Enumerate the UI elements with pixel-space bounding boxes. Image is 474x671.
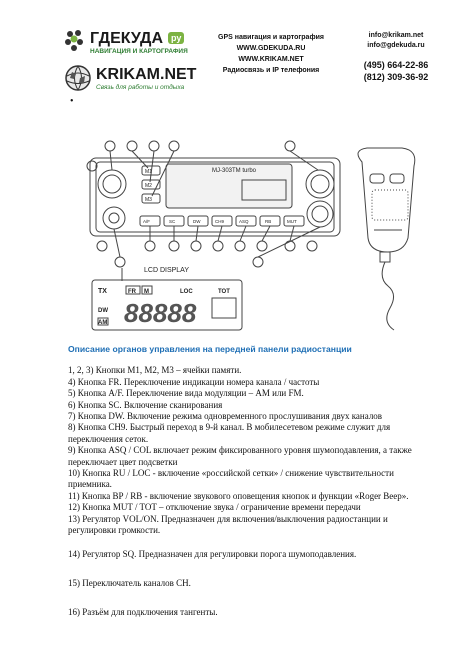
email-krikam[interactable]: info@krikam.net [368, 32, 424, 39]
list-item: 5) Кнопка A/F. Переключение вида модуляции – AM или FM. [68, 388, 304, 399]
btn-sc: SC [169, 219, 176, 224]
ru-badge: ру [168, 32, 184, 44]
krikam-logo [64, 64, 197, 94]
lcd-loc: LOC [180, 289, 193, 295]
lcd-display-label: LCD DISPLAY [144, 267, 189, 274]
list-item: 6) Кнопка SC. Включение сканирования [68, 399, 223, 410]
gdekuda-logo [64, 28, 188, 55]
radio-model-label: MJ-303TM turbo [212, 168, 257, 174]
bullet: • [70, 96, 74, 107]
phone-spb: (812) 309-36-92 [363, 72, 429, 82]
btn-rb: RB [265, 219, 272, 224]
krikam-tagline: Связь для работы и отдыха [96, 84, 185, 91]
header-link-gdekuda[interactable]: WWW.GDEKUDA.RU [236, 45, 306, 52]
btn-m3: M3 [145, 197, 152, 203]
header-link-krikam[interactable]: WWW.KRIKAM.NET [238, 56, 304, 63]
krikam-brand: KRIKAM.NET [96, 66, 197, 83]
satellite-icon [64, 28, 86, 52]
list-item: 4) Кнопка FR. Переключение индикации номера канала / частоты [68, 376, 320, 387]
btn-mut: MUT [287, 219, 297, 224]
gdekuda-brand: ГДЕКУДА [90, 30, 163, 47]
btn-asq: ASQ [239, 219, 249, 224]
phone-moscow: (495) 664-22-86 [363, 60, 429, 70]
list-item: 10) Кнопка RU / LOC - включение «российской сетки» / снижение чувствительности приемника. [68, 468, 394, 490]
list-item: 8) Кнопка CH9. Быстрый переход в 9-й канал. В мобилесетевом режиме служит для переключения сеток. [68, 422, 391, 444]
btn-af: A/F [143, 219, 151, 224]
header-center [206, 34, 336, 78]
radio-diagram [62, 126, 422, 336]
email-gdekuda[interactable]: info@gdekuda.ru [367, 42, 425, 49]
list-item: 1, 2, 3) Кнопки M1, M2, M3 – ячейки памяти. [68, 365, 242, 376]
ch-knob [307, 201, 333, 227]
list-item: 9) Кнопка ASQ / COL включает режим фиксированного уровня шумоподавления, а также переключает цвет подсветки [68, 445, 412, 467]
btn-dw: DW [193, 219, 201, 224]
lcd-tx: TX [98, 288, 107, 295]
list-item: 13) Регулятор VOL/ON. Предназначен для включения/выключения радиостанции и регулировки громкости. [68, 513, 388, 536]
gdekuda-tagline: НАВИГАЦИЯ И КАРТОГРАФИЯ [90, 48, 188, 55]
lcd-dw: DW [98, 308, 108, 314]
microphone [358, 148, 415, 252]
globe-icon [64, 64, 92, 92]
lcd-tot: TOT [218, 289, 230, 295]
list-item: 11) Кнопка BP / RB - включение звукового оповещения кнопок и функции «Roger Beep». [68, 490, 409, 501]
header-line-gps: GPS навигация и картография [218, 34, 324, 41]
btn-ch9: CH9 [215, 219, 225, 224]
list-item-14: 14) Регулятор SQ. Предназначен для регулировки порога шумоподавления. [68, 548, 357, 559]
mic-connector [103, 207, 125, 229]
btn-m2: M2 [145, 183, 152, 189]
header-contacts [346, 32, 446, 83]
document-body [68, 344, 428, 619]
header-line-radio: Радиосвязь и IP телефония [222, 67, 320, 74]
list-item: 7) Кнопка DW. Включение режима одновременного прослушивания двух каналов [68, 411, 383, 422]
btn-m1: M1 [145, 169, 152, 175]
lcd-m: M [144, 289, 149, 295]
vol-knob [98, 170, 126, 198]
list-item: 12) Кнопка MUT / TOT – отключение звука / ограничение времени передачи [68, 502, 361, 513]
section-title: Описание органов управления на передней панели радиостанции [68, 344, 352, 354]
lcd-am: AM [98, 320, 108, 326]
lcd-fr: FR [128, 289, 136, 295]
list-item-15: 15) Переключатель каналов CH. [68, 577, 191, 588]
list-item-16: 16) Разъём для подключения тангенты. [68, 607, 218, 618]
lcd-digits: 88888 [124, 298, 197, 328]
sq-knob [306, 170, 334, 198]
